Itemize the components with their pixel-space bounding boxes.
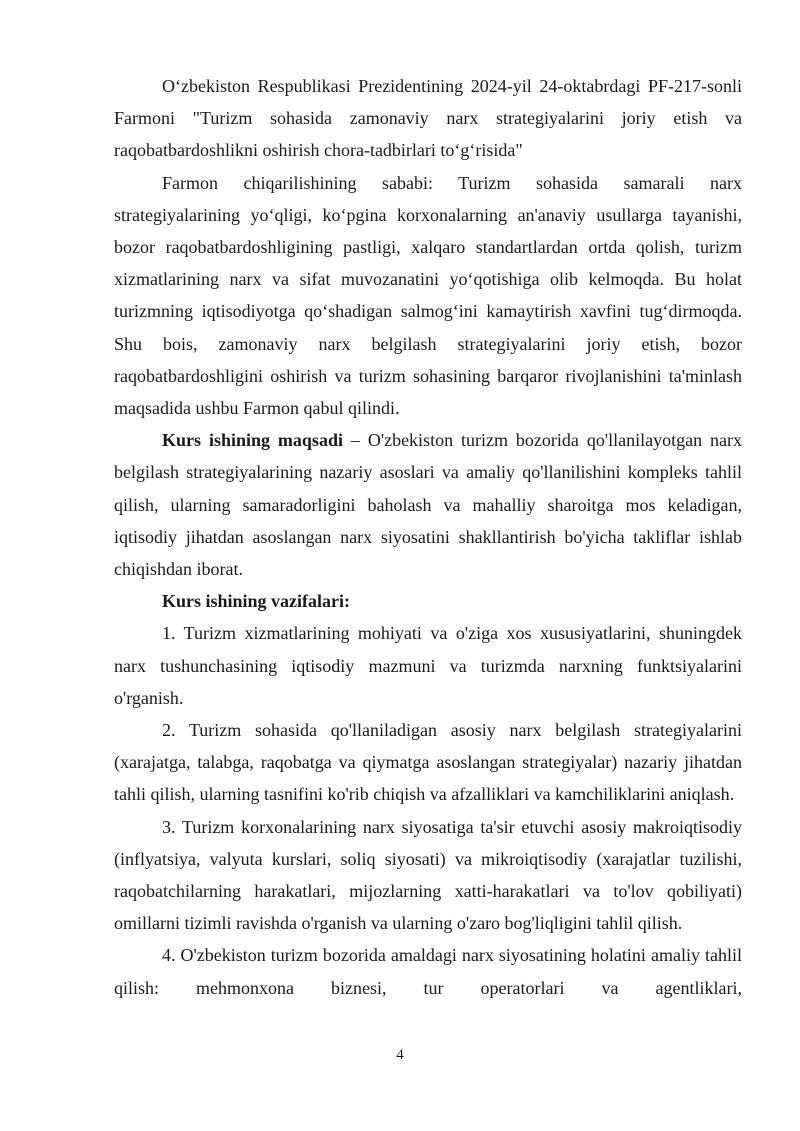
goal-paragraph [114, 424, 742, 585]
goal-heading: Kurs ishining maqsadi [162, 430, 343, 451]
tasks-heading-paragraph [114, 585, 742, 617]
page-number: 4 [396, 1047, 404, 1063]
task-item-3: 3. Turizm korxonalarining narx siyosatiga ta'sir etuvchi asosiy makroiqtisodiy (inflyatsiya, valyuta kurslari, soliq siyosati) va mikroiqtisodiy (xarajatlar tuzilishi, raqobatchilarning harakatlari, mijozlarning xatti-harakatlari va to'lov qobiliyati) omillarni tizimli ravishda o'rganish va ularning o'zaro bog'liqligini tahlil qilish. [114, 816, 742, 934]
goal-text: – O'zbekiston turizm bozorida qo'llanilayotgan narx belgilash strategiyalarining nazariy asoslari va amaliy qo'llanilishini kompleks tahlil qilish, ularning samaradorligini baholash va mahalliy sharoitga mos keladigan, iqtisodiy jihatdan asoslangan narx siyosatini shakllantirish bo'yicha takliflar ishlab chiqishdan iborat. [114, 430, 742, 580]
decree-title-paragraph: O‘zbekiston Respublikasi Prezidentining 2024-yil 24-oktabrdagi PF-217-sonli Farmoni "Turizm sohasida zamonaviy narx strategiyalarini joriy etish va raqobatbardoshlikni oshirish chora-tadbirlari to‘g‘risida" [114, 76, 742, 161]
decree-reason-paragraph: Farmon chiqarilishining sababi: Turizm sohasida samarali narx strategiyalarining yo‘qligi, ko‘pgina korxonalarning an'anaviy usullarga tayanishi, bozor raqobatbardoshligining pastligi, xalqaro standartlardan ortda qolish, turizm xizmatlarining narx va sifat muvozanatini yo‘qotishiga olib kelmoqda. Bu holat turizmning iqtisodiyotga qo‘shadigan salmog‘ini kamaytirish xavfini tug‘dirmoqda. Shu bois, zamonaviy narx belgilash strategiyalarini joriy etish, bozor raqobatbardoshligini oshirish va turizm sohasining barqaror rivojlanishini ta'minlash maqsadida ushbu Farmon qabul qilindi. [114, 172, 742, 419]
tasks-heading: Kurs ishining vazifalari: [162, 591, 351, 612]
task-item-4: 4. O'zbekiston turizm bozorida amaldagi narx siyosatining holatini amaliy tahlil qilish: mehmonxona biznesi, tur operatorlari va agentliklari, [114, 945, 742, 998]
task-item-1: 1. Turizm xizmatlarining mohiyati va o'ziga xos xususiyatlarini, shuningdek narx tushunchasining iqtisodiy mazmuni va turizmda narxning funktsiyalarini o'rganish. [114, 623, 742, 708]
task-item-2: 2. Turizm sohasida qo'llaniladigan asosiy narx belgilash strategiyalarini (xarajatga, talabga, raqobatga va qiymatga asoslangan strategiyalar) nazariy jihatdan tahli qilish, ularning tasnifini ko'rib chiqish va afzalliklari va kamchiliklarini aniqlash. [114, 720, 742, 805]
document-page [114, 70, 742, 1004]
